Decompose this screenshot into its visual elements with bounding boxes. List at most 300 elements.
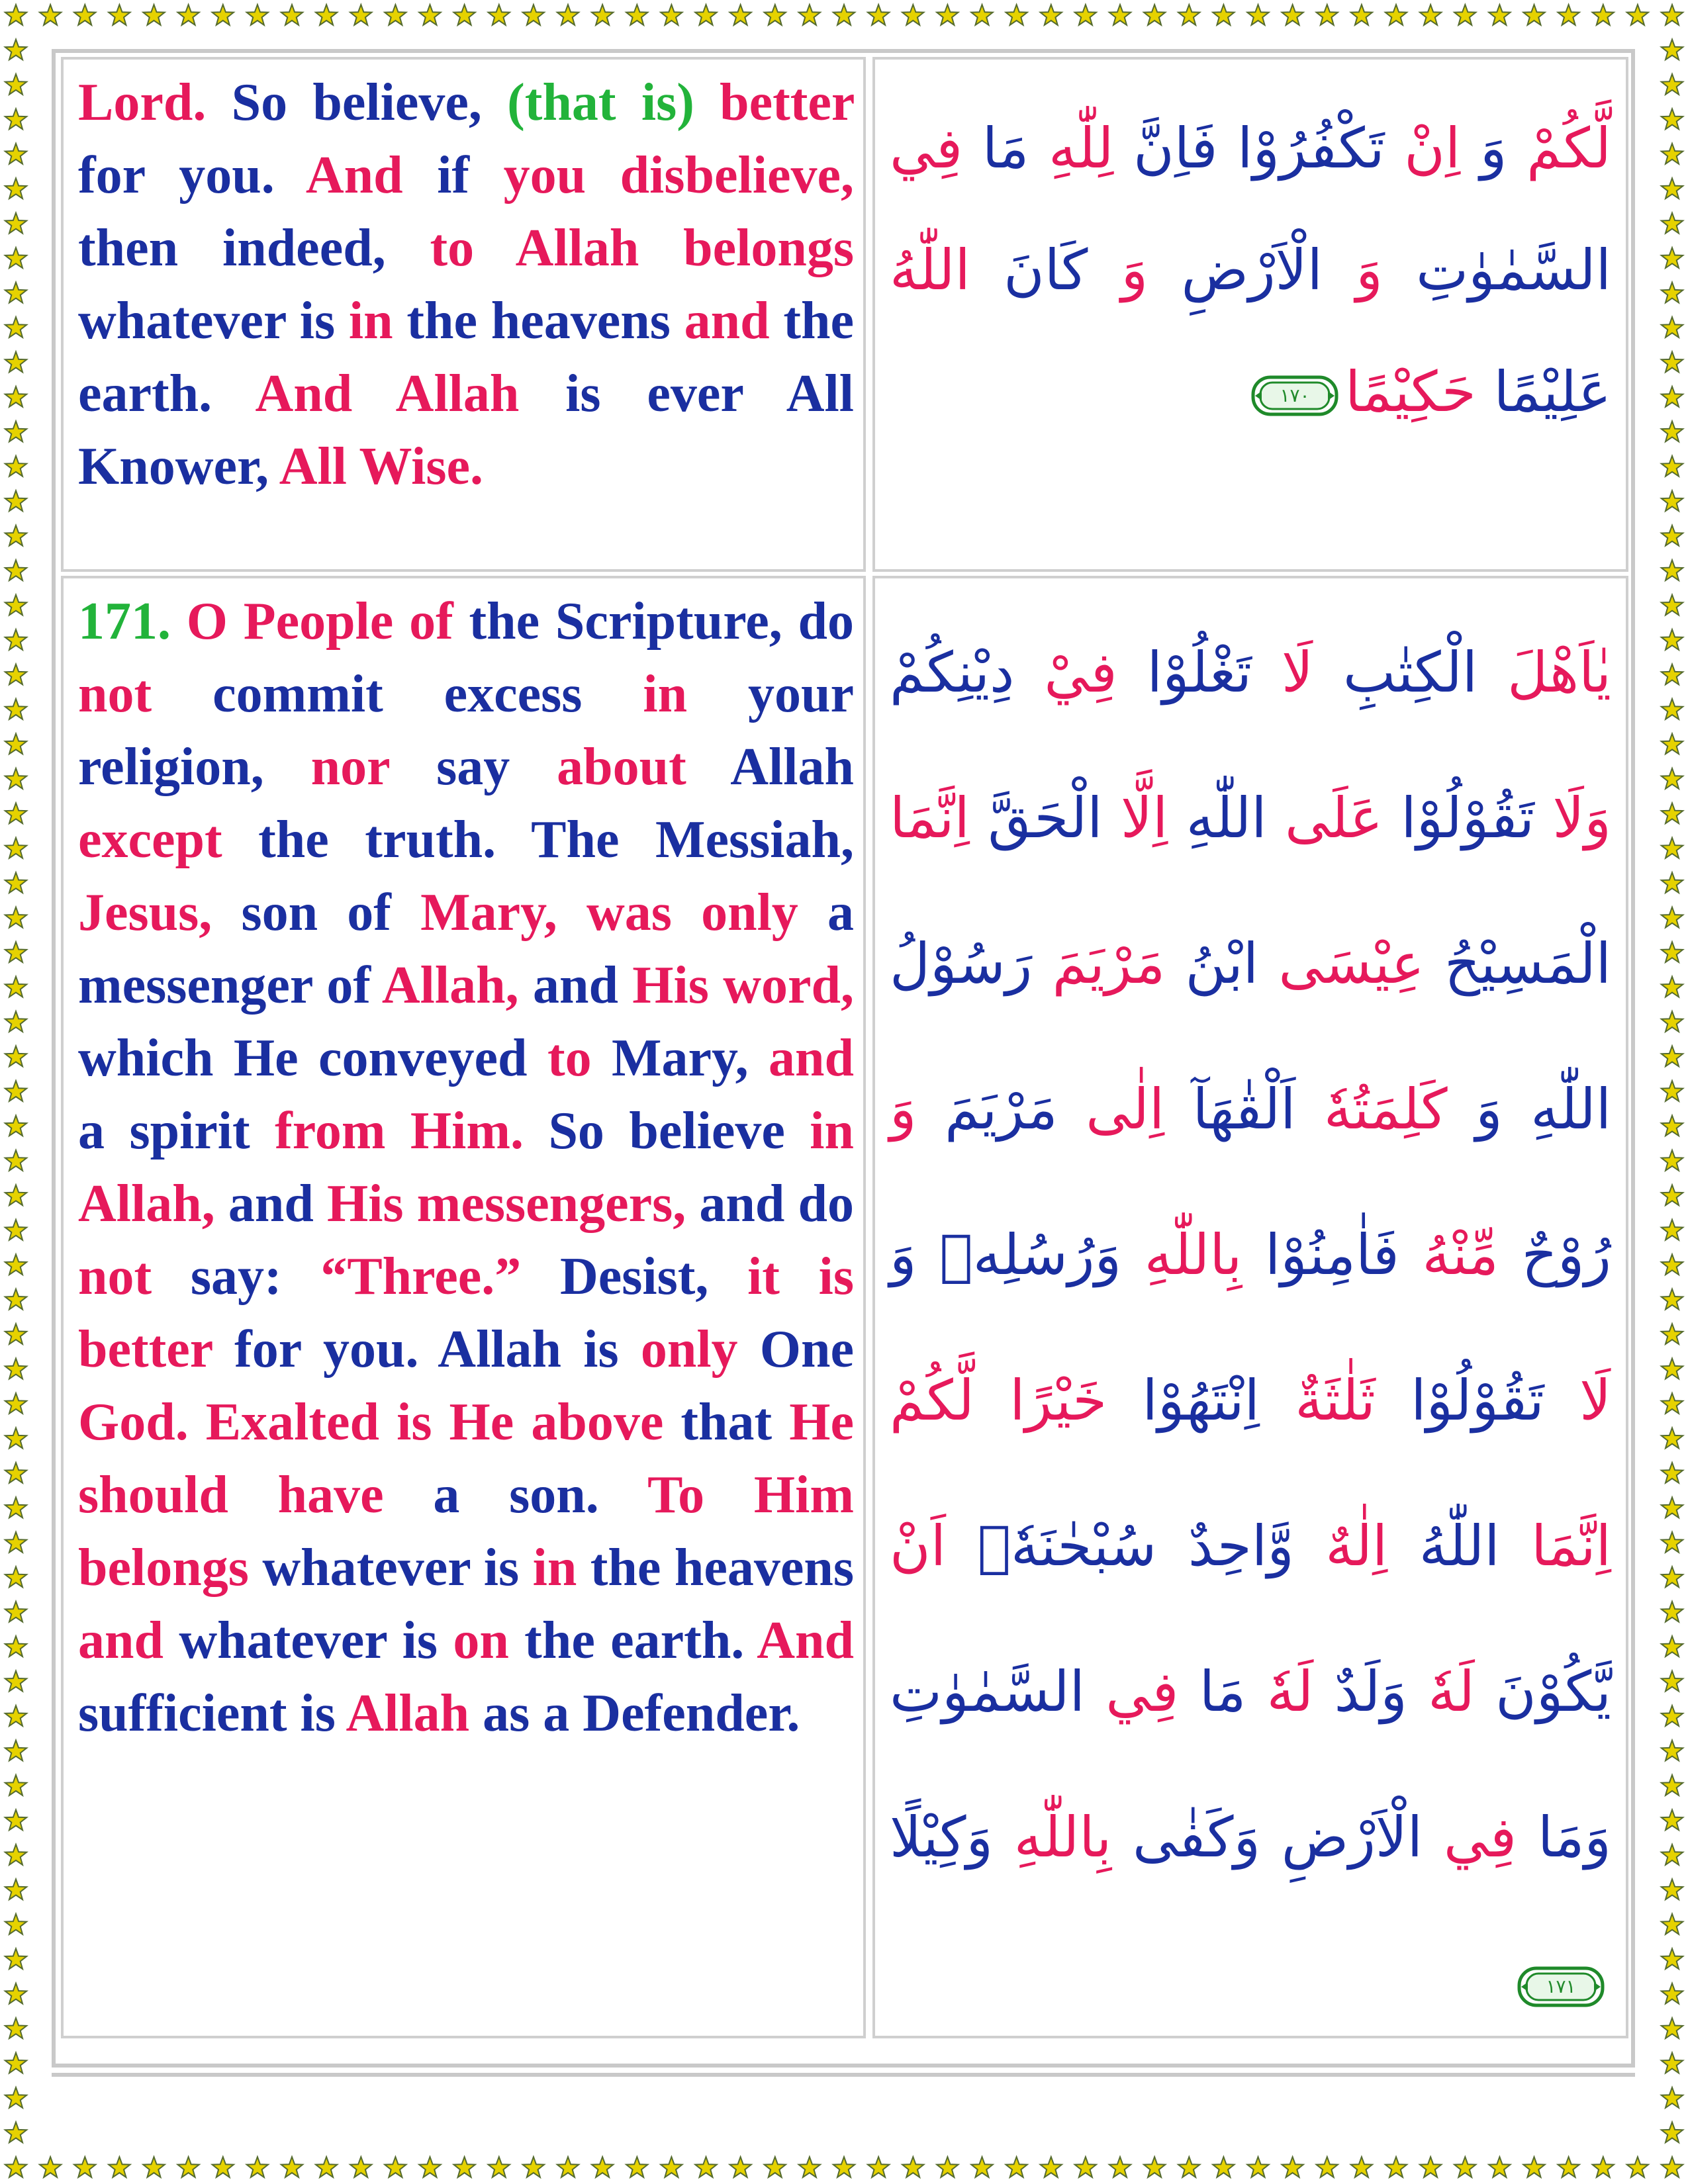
star-icon [1662,213,1683,234]
text-segment: فَاِنَّ [1113,116,1218,181]
text-segment: وَ [1088,238,1149,302]
star-icon [1662,421,1683,441]
text-segment: All Wise. [279,437,483,496]
text-segment: عَلَى [1266,786,1383,850]
star-icon [1558,2157,1579,2177]
text-segment: nor [310,738,390,796]
ayah-end-marker-icon [1517,1966,1605,2007]
english-translation-cell [61,576,866,2038]
star-icon [1662,1914,1683,1934]
star-icon [1662,1254,1683,1275]
star-icon [1662,1428,1683,1449]
star-icon [5,2087,26,2108]
star-icon [5,838,26,858]
star-icon [1351,2157,1372,2177]
star-icon [799,2157,820,2177]
star-icon [1662,2157,1683,2177]
star-icon [350,2157,371,2177]
text-segment: His messengers, [326,1175,686,1233]
text-segment: مَا [1178,1659,1246,1724]
text-segment: يَّكُوْنَ [1474,1659,1611,1724]
star-icon [1454,5,1476,25]
text-segment: اللّٰهِ [1502,1077,1612,1142]
star-icon [868,5,889,25]
star-icon [5,1046,26,1067]
text-segment: of [409,592,453,651]
text-segment: in Allah, [78,1102,855,1233]
text-segment: for you. Allah is [212,1320,641,1379]
star-icon [1523,2157,1544,2177]
star-icon [5,1741,26,1761]
star-icon [592,2157,613,2177]
star-icon [5,1602,26,1622]
text-segment: مَرْيَمَ [916,1077,1058,1142]
star-icon [1662,1775,1683,1796]
text-segment: وَ [1447,1077,1503,1142]
text-segment: a son. [383,1466,648,1524]
star-icon [1558,5,1579,25]
star-icon [833,2157,855,2177]
text-segment: a messenger of [78,884,855,1015]
star-icon [626,5,647,25]
star-icon [1662,490,1683,511]
text-segment: ثَلٰثَةٌ [1260,1368,1376,1433]
text-segment: فِي [890,116,963,181]
text-segment: كَلِمَتُهٗ [1295,1077,1448,1142]
text-segment: the truth. The Messiah, [222,811,854,869]
text-segment: Desist, [521,1248,748,1306]
star-icon [385,2157,406,2177]
star-icon [1662,2122,1683,2143]
text-segment: وَمَا [1517,1805,1612,1870]
text-segment: that [663,1393,790,1451]
star-icon [5,2018,26,2038]
star-icon [5,595,26,615]
text-segment: in [348,292,393,350]
text-segment: and [78,1612,164,1670]
text-segment: لَّكُمْ [890,1368,974,1433]
star-icon [730,5,751,25]
text-segment: sufficient is [78,1684,346,1743]
text-segment: الْكِتٰبِ [1313,640,1478,705]
star-icon [212,2157,234,2177]
text-segment: وَ [890,1077,917,1142]
star-icon [1662,1393,1683,1414]
star-icon [1662,1324,1683,1344]
star-icon [1662,40,1683,60]
star-icon [1662,1532,1683,1553]
star-icon [1075,2157,1096,2177]
star-icon [489,2157,510,2177]
star-icon [281,5,303,25]
text-segment: لِلّٰهِ [1029,116,1114,181]
star-icon [1662,838,1683,858]
text-segment: you disbelieve, [503,146,855,205]
text-segment: وَ [890,1222,917,1287]
text-segment: To Him belongs [78,1466,854,1597]
text-segment: say: [152,1248,321,1306]
star-icon [419,5,440,25]
star-icon [1213,5,1234,25]
star-icon [1662,699,1683,719]
text-segment: لَهٗ [1246,1659,1314,1724]
star-icon [281,2157,303,2177]
text-segment: عَلِيْمًا [1476,359,1611,424]
text-segment: Jesus, [78,884,212,942]
star-icon [178,5,199,25]
star-icon [5,2157,26,2177]
arabic-text-cell [872,576,1628,2038]
star-icon [5,2053,26,2073]
text-segment: whatever is [163,1612,453,1670]
text-segment: اِلٰهٌ [1293,1514,1388,1578]
text-segment: السَّمٰوٰتِ [1382,238,1611,302]
star-icon [1109,2157,1131,2177]
text-segment: الْمَسِيْحُ [1424,931,1612,996]
star-icon [489,5,510,25]
star-icon [5,352,26,373]
star-icon [1662,1602,1683,1622]
star-icon [5,1497,26,1518]
text-segment: for you. [78,146,306,205]
star-icon [5,768,26,789]
star-icon [5,1011,26,1032]
text-segment: اِنَّمَا [1499,1514,1611,1578]
english-translation-170 [78,66,854,503]
text-segment: and [684,292,770,350]
text-segment: اِنَّمَا [890,786,970,850]
star-icon [5,1914,26,1934]
text-segment: commit excess [152,665,643,723]
star-icon [1282,2157,1303,2177]
text-segment: except [78,811,222,869]
text-segment: Mary, was only [420,884,798,942]
star-icon [40,2157,61,2177]
text-segment: the heavens [393,292,684,350]
text-segment: لَّكُمْ [1507,116,1612,181]
english-translation-171 [78,585,854,1750]
star-icon [799,5,820,25]
star-icon [1662,74,1683,95]
star-icon [5,1359,26,1379]
star-icon [1662,1081,1683,1101]
star-icon [592,5,613,25]
star-icon [1662,1011,1683,1032]
text-segment: One [737,1320,854,1379]
star-icon [1075,5,1096,25]
star-icon [5,1983,26,2004]
star-icon [1178,5,1199,25]
text-segment: which He conveyed [78,1029,547,1087]
star-icon [5,1463,26,1483]
star-icon [1662,1116,1683,1136]
star-icon [1662,1497,1683,1518]
star-icon [1662,387,1683,407]
star-icon [695,2157,716,2177]
star-icon [1351,5,1372,25]
star-icon [1662,456,1683,477]
text-segment: whatever is [78,292,349,350]
star-icon [5,144,26,164]
verse-table [52,49,1635,2068]
star-icon [1593,2157,1614,2177]
verse-row-171 [61,576,1628,2038]
star-icon [1385,5,1407,25]
text-segment: وَرُسُلِهٖ [916,1222,1122,1287]
text-segment: a spirit [78,1102,275,1160]
star-icon [1317,2157,1338,2177]
star-icon [74,2157,95,2177]
star-icon [1662,1463,1683,1483]
text-segment: فِي [1084,1659,1179,1724]
star-icon [40,5,61,25]
text-segment: تَكْفُرُوْا [1217,116,1385,181]
star-icon [5,1220,26,1240]
star-icon [1662,768,1683,789]
star-icon [1662,1671,1683,1692]
star-icon [1662,1706,1683,1726]
star-icon [1454,2157,1476,2177]
star-icon [1662,664,1683,685]
star-icon [5,1636,26,1657]
text-segment: 171. [78,592,171,651]
star-icon [316,2157,337,2177]
star-icon [178,2157,199,2177]
star-icon [1662,2053,1683,2073]
star-icon [1662,907,1683,928]
star-icon [937,2157,958,2177]
star-icon [661,5,682,25]
star-icon [5,699,26,719]
text-segment: وَلَدٌ [1313,1659,1407,1724]
star-icon [5,525,26,546]
star-icon [5,317,26,338]
text-segment: وَّاحِدٌ [1156,1514,1294,1578]
star-icon [1662,977,1683,997]
text-segment: He should have [78,1393,854,1524]
text-segment: better [694,73,854,132]
text-segment: if [402,146,504,205]
text-segment: to [547,1029,592,1087]
star-icon [5,1706,26,1726]
arabic-text-cell [872,57,1628,572]
text-segment: اَلْقٰهَآ [1164,1077,1296,1142]
star-icon [1662,1983,1683,2004]
text-segment: it is better [78,1248,854,1379]
text-segment: ابْنُ [1165,931,1259,996]
verse-row-170 [61,57,1628,572]
text-segment: لَهٗ [1407,1659,1475,1724]
text-segment: Allah, [381,956,519,1015]
star-icon [350,5,371,25]
text-segment: from Him. [275,1102,524,1160]
text-segment: مِّنْهُ [1399,1222,1499,1287]
star-icon [5,1289,26,1310]
star-icon [1247,5,1268,25]
text-segment: اِنْ [1384,116,1461,181]
star-icon [109,5,130,25]
star-icon [5,664,26,685]
text-segment: and [769,1029,854,1087]
star-icon [5,74,26,95]
star-icon [1662,1741,1683,1761]
star-icon [385,5,406,25]
text-segment: is ever All Knower, [78,365,855,496]
star-icon [730,2157,751,2177]
text-segment: رُوْحٌ [1498,1222,1611,1287]
star-icon [1662,144,1683,164]
text-segment: the heavens [577,1539,855,1597]
text-segment: about [557,738,686,796]
text-segment: اللّٰهُ [1387,1514,1500,1578]
star-icon [626,2157,647,2177]
star-icon [316,5,337,25]
text-segment: on [453,1612,509,1670]
star-icon [1662,109,1683,129]
star-icon [5,490,26,511]
text-segment: وَكِيْلًا [890,1805,994,1870]
star-icon [454,5,475,25]
star-icon [5,109,26,129]
text-segment: So believe [524,1102,810,1160]
star-icon [1662,1150,1683,1171]
star-icon [868,2157,889,2177]
text-segment: your religion, [78,665,854,796]
star-icon [1662,2087,1683,2108]
star-icon [1627,2157,1648,2177]
star-icon [5,1810,26,1831]
arabic-text-170 [890,64,1611,453]
ayah-number: ١٧١ [1546,1976,1576,1998]
text-segment: (that is) [507,73,694,132]
star-icon [1662,734,1683,754]
star-icon [1247,2157,1268,2177]
star-icon [1662,1948,1683,1969]
star-icon [5,456,26,477]
star-icon [937,5,958,25]
text-segment: in [532,1539,577,1597]
star-icon [1662,5,1683,25]
text-segment: O People [171,592,410,651]
star-icon [5,1671,26,1692]
star-icon [902,5,923,25]
star-icon [1109,5,1131,25]
text-segment: عِيْسَى [1258,931,1425,996]
star-icon [765,2157,786,2177]
star-icon [5,734,26,754]
text-segment: and do [686,1175,854,1233]
text-segment: So believe, [206,73,508,132]
text-segment: كَانَ [970,238,1088,302]
star-icon [5,421,26,441]
star-icon [1041,2157,1062,2177]
star-icon [5,1116,26,1136]
star-icon [5,1254,26,1275]
star-icon [5,907,26,928]
star-icon [5,1428,26,1449]
star-icon [1041,5,1062,25]
star-icon [833,5,855,25]
star-icon [5,1844,26,1865]
text-segment: to Allah belongs [430,219,854,277]
text-segment: اِلٰى [1057,1077,1165,1142]
text-segment: And [757,1612,855,1670]
text-segment: Allah [686,738,854,796]
star-icon [143,2157,164,2177]
star-icon [1662,1879,1683,1899]
star-icon [1662,560,1683,580]
text-segment: and [518,956,633,1015]
star-icon [5,1948,26,1969]
star-icon [5,387,26,407]
star-icon [5,1081,26,1101]
text-segment: اِنْتَهُوْا [1107,1368,1260,1433]
star-icon [5,1775,26,1796]
star-icon [1662,1810,1683,1831]
star-icon [1420,2157,1441,2177]
star-icon [5,872,26,893]
text-segment: only [640,1320,738,1379]
star-icon [523,5,544,25]
text-segment: وَ [1322,238,1383,302]
star-icon [1317,5,1338,25]
star-icon [1385,2157,1407,2177]
star-icon [1523,5,1544,25]
text-segment: وَكَفٰى [1111,1805,1261,1870]
text-segment: then indeed, [78,219,430,277]
star-icon [1662,942,1683,962]
star-icon [5,977,26,997]
star-icon [1662,317,1683,338]
star-icon [247,2157,268,2177]
star-icon [1662,1220,1683,1240]
star-icon [557,2157,579,2177]
text-segment: حَكِيْمًا [1345,359,1476,424]
star-icon [5,560,26,580]
star-icon [902,2157,923,2177]
text-segment: Lord. [78,73,207,132]
star-icon [1144,2157,1165,2177]
text-segment: son of [212,884,421,942]
star-icon [1662,1844,1683,1865]
text-segment: الْحَقَّ [969,786,1103,850]
bottom-divider [52,2073,1635,2077]
star-icon [1662,525,1683,546]
star-icon [454,2157,475,2177]
star-icon [5,629,26,650]
text-segment: فِي [1423,1805,1517,1870]
star-icon [1662,803,1683,823]
text-segment: بِاللّٰهِ [1121,1222,1243,1287]
text-segment: and [214,1175,327,1233]
star-icon [1006,5,1027,25]
text-segment: لَا [1544,1368,1612,1433]
star-icon [1144,5,1165,25]
star-icon [1662,1359,1683,1379]
text-segment: اَنْ [890,1514,947,1578]
star-icon [1662,1636,1683,1657]
star-icon [661,2157,682,2177]
text-segment: تَغْلُوْا [1117,640,1252,705]
text-segment: “Three.” [320,1248,522,1306]
star-icon [1593,5,1614,25]
star-icon [5,803,26,823]
star-icon [74,5,95,25]
star-icon [1662,629,1683,650]
star-icon [212,5,234,25]
star-icon [1662,1185,1683,1205]
star-icon [1282,5,1303,25]
